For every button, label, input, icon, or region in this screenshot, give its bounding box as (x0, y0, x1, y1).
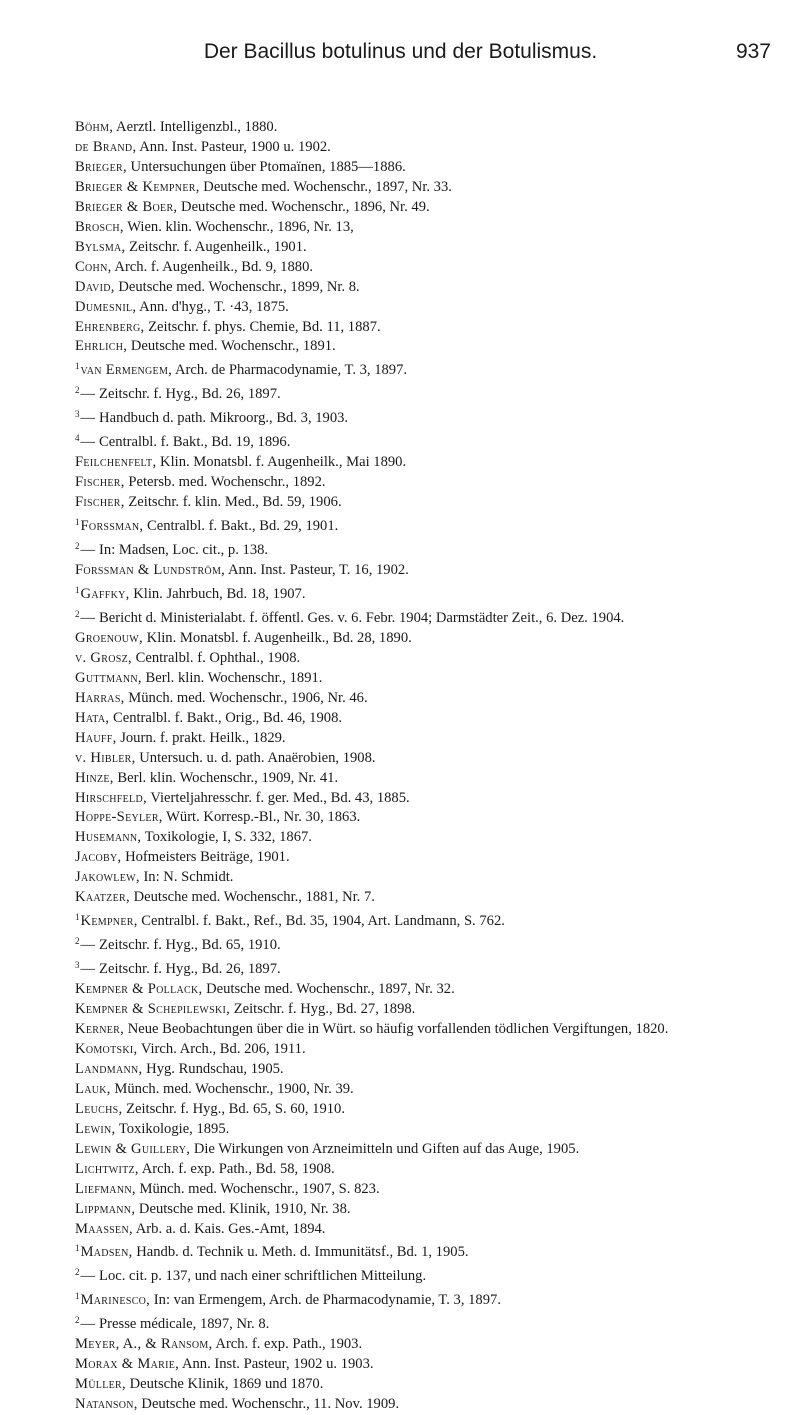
reference-entry (75, 729, 775, 749)
reference-citation: Arch. de Pharmacodynamie, T. 3, 1897. (172, 362, 408, 379)
reference-citation: Handb. d. Technik u. Meth. d. Immunitätsf., Bd. 1, 1905. (132, 1244, 469, 1261)
reference-author: Lippmann, (75, 1200, 136, 1217)
reference-entry (75, 1140, 775, 1160)
reference-entry (75, 1020, 775, 1040)
reference-author: — (80, 410, 96, 427)
footnote-mark: 1 (75, 584, 80, 595)
reference-entry (75, 337, 775, 357)
reference-entry (75, 1160, 775, 1180)
reference-author: Forssman & Lundström, (75, 562, 226, 579)
footnote-mark: 1 (75, 517, 80, 528)
reference-entry (75, 581, 775, 605)
reference-entry (75, 1040, 775, 1060)
reference-entry (75, 1000, 775, 1020)
reference-author: — (80, 609, 96, 626)
reference-author: Guttmann, (75, 669, 142, 686)
reference-citation: Toxikologie, 1895. (115, 1120, 230, 1137)
footnote-mark: 1 (75, 1291, 80, 1302)
reference-entry (75, 429, 775, 453)
reference-citation: Aerztl. Intelligenzbl., 1880. (113, 119, 278, 135)
reference-citation: Handbuch d. path. Mikroorg., Bd. 3, 1903. (95, 410, 349, 427)
reference-citation: Hofmeisters Beiträge, 1901. (121, 849, 290, 866)
reference-citation: Klin. Jahrbuch, Bd. 18, 1907. (129, 585, 306, 602)
reference-citation: Zeitschr. f. Hyg., Bd. 65, S. 60, 1910. (122, 1100, 346, 1117)
reference-entry (75, 138, 775, 158)
reference-entry (75, 769, 775, 789)
reference-author: Natanson, (75, 1396, 138, 1413)
reference-entry (75, 357, 775, 381)
reference-citation: Zeitschr. f. Augenheilk., 1901. (125, 238, 307, 255)
reference-author: David, (75, 278, 115, 295)
reference-citation: In: Madsen, Loc. cit., p. 138. (95, 542, 269, 559)
reference-citation: Ann. d'hyg., T. ·43, 1875. (136, 298, 289, 315)
reference-entry (75, 1060, 775, 1080)
reference-entry (75, 1220, 775, 1240)
reference-citation: Deutsche med. Wochenschr., 1897, Nr. 32. (202, 981, 455, 998)
reference-author: Hata, (75, 709, 110, 726)
reference-citation: Klin. Monatsbl. f. Augenheilk., Mai 1890. (156, 454, 407, 471)
reference-list (75, 118, 775, 1415)
reference-entry (75, 1355, 775, 1375)
reference-entry (75, 808, 775, 828)
reference-author: Brieger & Kempner, (75, 178, 200, 195)
reference-citation: Münch. med. Wochenschr., 1906, Nr. 46. (124, 689, 368, 706)
reference-entry (75, 298, 775, 318)
reference-citation: Deutsche med. Wochenschr., 1897, Nr. 33. (199, 178, 452, 195)
reference-author: Hirschfeld, (75, 789, 147, 806)
footnote-mark: 1 (75, 361, 80, 372)
reference-citation: Zeitschr. f. Hyg., Bd. 26, 1897. (95, 961, 281, 978)
reference-author: Husemann, (75, 829, 142, 846)
reference-author: Morax & Marie, (75, 1356, 180, 1373)
reference-citation: Virch. Arch., Bd. 206, 1911. (137, 1040, 306, 1057)
reference-entry (75, 848, 775, 868)
reference-author: Hauff, (75, 729, 117, 746)
reference-citation: In: van Ermengem, Arch. de Pharmacodynamie, T. 3, 1897. (150, 1292, 501, 1309)
reference-author: — (80, 542, 96, 559)
reference-entry (75, 1395, 775, 1415)
reference-citation: Centralbl. f. Bakt., Orig., Bd. 46, 1908. (109, 709, 343, 726)
reference-author: Maassen, (75, 1220, 133, 1237)
reference-entry (75, 749, 775, 769)
footnote-mark: 4 (75, 433, 80, 444)
reference-citation: Ann. Inst. Pasteur, 1900 u. 1902. (136, 138, 331, 155)
reference-citation: Arch. f. Augenheilk., Bd. 9, 1880. (111, 258, 314, 275)
reference-citation: Toxikologie, I, S. 332, 1867. (141, 829, 312, 846)
reference-author: Hoppe-Seyler, (75, 809, 163, 826)
reference-citation: Deutsche Klinik, 1869 und 1870. (125, 1376, 324, 1393)
reference-author: Jacoby, (75, 849, 122, 866)
reference-citation: Berl. klin. Wochenschr., 1891. (141, 669, 323, 686)
footnote-mark: 1 (75, 1243, 80, 1254)
reference-author: Madsen, (80, 1244, 133, 1261)
reference-author: Cohn, (75, 258, 112, 275)
footnote-mark: 3 (75, 409, 80, 420)
reference-author: — (80, 386, 96, 403)
reference-citation: Deutsche med. Wochenschr., 1881, Nr. 7. (129, 889, 375, 906)
reference-entry (75, 669, 775, 689)
reference-entry (75, 513, 775, 537)
reference-citation: Berl. klin. Wochenschr., 1909, Nr. 41. (113, 769, 339, 786)
reference-citation: Presse médicale, 1897, Nr. 8. (95, 1316, 270, 1333)
reference-citation: Untersuch. u. d. path. Anaërobien, 1908. (135, 749, 376, 766)
reference-entry (75, 1100, 775, 1120)
reference-entry (75, 453, 775, 473)
reference-entry (75, 218, 775, 238)
reference-author: Gaffky, (80, 585, 130, 602)
reference-entry (75, 278, 775, 298)
reference-author: Liefmann, (75, 1180, 136, 1197)
reference-citation: Centralbl. f. Bakt., Bd. 19, 1896. (95, 434, 291, 451)
reference-entry (75, 473, 775, 493)
reference-author: Jakowlew, (75, 869, 140, 886)
reference-author: Lauk, (75, 1080, 111, 1097)
reference-entry (75, 1375, 775, 1395)
footnote-mark: 1 (75, 912, 80, 923)
reference-citation: Deutsche med. Wochenschr., 11. Nov. 1909. (137, 1396, 400, 1413)
reference-entry (75, 1287, 775, 1311)
reference-entry (75, 980, 775, 1000)
reference-author: Meyer, A., & Ransom, (75, 1336, 213, 1353)
reference-citation: Münch. med. Wochenschr., 1900, Nr. 39. (110, 1080, 354, 1097)
page-number: 937 (735, 40, 771, 63)
reference-author: Feilchenfelt, (75, 454, 157, 471)
reference-author: Landmann, (75, 1060, 143, 1077)
reference-entry (75, 238, 775, 258)
footnote-mark: 2 (75, 1267, 80, 1278)
reference-author: v. Hibler, (75, 749, 136, 766)
reference-author: Brosch, (75, 218, 124, 235)
reference-citation: Münch. med. Wochenschr., 1907, S. 823. (135, 1180, 380, 1197)
reference-citation: Hyg. Rundschau, 1905. (142, 1060, 284, 1077)
reference-author: Kempner & Schepilewski, (75, 1001, 231, 1018)
reference-entry (75, 561, 775, 581)
reference-author: — (80, 1316, 96, 1333)
reference-citation: Zeitschr. f. phys. Chemie, Bd. 11, 1887. (144, 318, 381, 335)
reference-citation: Petersb. med. Wochenschr., 1892. (124, 474, 326, 491)
reference-citation: Deutsche med. Klinik, 1910, Nr. 38. (135, 1200, 351, 1217)
reference-entry (75, 537, 775, 561)
reference-entry (75, 932, 775, 956)
reference-entry (75, 318, 775, 338)
reference-author: Fischer, (75, 494, 125, 511)
reference-entry (75, 118, 775, 138)
reference-author: Leuchs, (75, 1100, 123, 1117)
reference-entry (75, 709, 775, 729)
reference-author: Böhm, (75, 119, 114, 135)
reference-citation: Klin. Monatsbl. f. Augenheilk., Bd. 28, 1890. (143, 629, 412, 646)
reference-entry (75, 198, 775, 218)
reference-author: Ehrlich, (75, 338, 128, 355)
reference-citation: Die Wirkungen von Arzneimitteln und Giften auf das Auge, 1905. (190, 1140, 580, 1157)
reference-author: Kempner, (80, 913, 138, 930)
reference-author: Marinesco, (80, 1292, 151, 1309)
reference-author: Bylsma, (75, 238, 126, 255)
reference-entry (75, 178, 775, 198)
reference-entry (75, 629, 775, 649)
reference-author: Müller, (75, 1376, 126, 1393)
footnote-mark: 3 (75, 960, 80, 971)
reference-citation: Journ. f. prakt. Heilk., 1829. (116, 729, 286, 746)
reference-author: van Ermengem, (80, 362, 173, 379)
reference-entry (75, 158, 775, 178)
reference-entry (75, 258, 775, 278)
reference-entry (75, 888, 775, 908)
reference-author: Harras, (75, 689, 125, 706)
reference-citation: Arch. f. exp. Path., 1903. (212, 1336, 363, 1353)
reference-author: Lewin, (75, 1120, 116, 1137)
footnote-mark: 2 (75, 1315, 80, 1326)
reference-entry (75, 908, 775, 932)
reference-entry (75, 689, 775, 709)
reference-entry (75, 1180, 775, 1200)
reference-entry (75, 956, 775, 980)
reference-citation: Zeitschr. f. Hyg., Bd. 65, 1910. (95, 937, 281, 954)
reference-citation: Arb. a. d. Kais. Ges.-Amt, 1894. (132, 1220, 326, 1237)
reference-author: Kerner, (75, 1020, 125, 1037)
reference-entry (75, 1311, 775, 1335)
reference-author: Lewin & Guillery, (75, 1140, 191, 1157)
running-header (30, 40, 771, 70)
reference-entry (75, 828, 775, 848)
reference-author: Brieger & Boer, (75, 198, 178, 215)
reference-citation: Centralbl. f. Bakt., Bd. 29, 1901. (143, 518, 339, 535)
reference-citation: Zeitschr. f. Hyg., Bd. 26, 1897. (95, 386, 281, 403)
reference-author: — (80, 1268, 96, 1285)
reference-citation: Deutsche med. Wochenschr., 1899, Nr. 8. (114, 278, 360, 295)
reference-citation: Wien. klin. Wochenschr., 1896, Nr. 13, (123, 218, 354, 235)
reference-citation: Zeitschr. f. Hyg., Bd. 27, 1898. (230, 1001, 416, 1018)
reference-author: Komotski, (75, 1040, 138, 1057)
reference-author: Brieger, (75, 158, 127, 175)
reference-author: Groenouw, (75, 629, 143, 646)
reference-author: v. Grosz, (75, 649, 132, 666)
reference-author: — (80, 961, 96, 978)
reference-citation: Vierteljahresschr. f. ger. Med., Bd. 43, 1885. (146, 789, 410, 806)
reference-entry (75, 381, 775, 405)
footnote-mark: 2 (75, 541, 80, 552)
reference-entry (75, 1335, 775, 1355)
reference-author: Kempner & Pollack, (75, 981, 203, 998)
reference-entry (75, 493, 775, 513)
reference-author: Dumesnil, (75, 298, 137, 315)
reference-entry (75, 605, 775, 629)
reference-citation: Deutsche med. Wochenschr., 1891. (127, 338, 336, 355)
footnote-mark: 2 (75, 385, 80, 396)
reference-author: de Brand, (75, 138, 137, 155)
reference-author: — (80, 434, 96, 451)
reference-entry (75, 1263, 775, 1287)
reference-author: Forssman, (80, 518, 144, 535)
reference-citation: Loc. cit. p. 137, und nach einer schriftlichen Mitteilung. (95, 1268, 427, 1285)
reference-entry (75, 649, 775, 669)
reference-citation: Zeitschr. f. klin. Med., Bd. 59, 1906. (124, 494, 342, 511)
reference-author: Fischer, (75, 474, 125, 491)
reference-author: Hinze, (75, 769, 114, 786)
reference-citation: Centralbl. f. Ophthal., 1908. (131, 649, 301, 666)
reference-citation: In: N. Schmidt. (139, 869, 234, 886)
footnote-mark: 2 (75, 936, 80, 947)
reference-entry (75, 1239, 775, 1263)
reference-entry (75, 1120, 775, 1140)
reference-entry (75, 789, 775, 809)
reference-citation: Ann. Inst. Pasteur, 1902 u. 1903. (179, 1356, 374, 1373)
reference-entry (75, 868, 775, 888)
reference-citation: Deutsche med. Wochenschr., 1896, Nr. 49. (177, 198, 430, 215)
reference-entry (75, 405, 775, 429)
reference-citation: Würt. Korresp.-Bl., Nr. 30, 1863. (162, 809, 361, 826)
reference-citation: Neue Beobachtungen über die in Würt. so häufig vorfallenden tödlichen Vergiftungen, 1820. (124, 1020, 669, 1037)
footnote-mark: 2 (75, 608, 80, 619)
reference-citation: Centralbl. f. Bakt., Ref., Bd. 35, 1904, Art. Landmann, S. 762. (137, 913, 505, 930)
reference-citation: Ann. Inst. Pasteur, T. 16, 1902. (225, 562, 409, 579)
reference-entry (75, 1080, 775, 1100)
reference-author: — (80, 937, 96, 954)
reference-citation: Arch. f. exp. Path., Bd. 58, 1908. (138, 1160, 335, 1177)
reference-entry (75, 1200, 775, 1220)
reference-citation: Bericht d. Ministerialabt. f. öffentl. Ges. v. 6. Febr. 1904; Darmstädter Zeit., 6. Dez. 1904. (95, 609, 625, 626)
reference-author: Ehrenberg, (75, 318, 145, 335)
reference-citation: Untersuchungen über Ptomaïnen, 1885—1886. (126, 158, 406, 175)
reference-author: Lichtwitz, (75, 1160, 139, 1177)
reference-author: Kaatzer, (75, 889, 130, 906)
running-title: Der Bacillus botulinus und der Botulismus. (203, 40, 598, 63)
